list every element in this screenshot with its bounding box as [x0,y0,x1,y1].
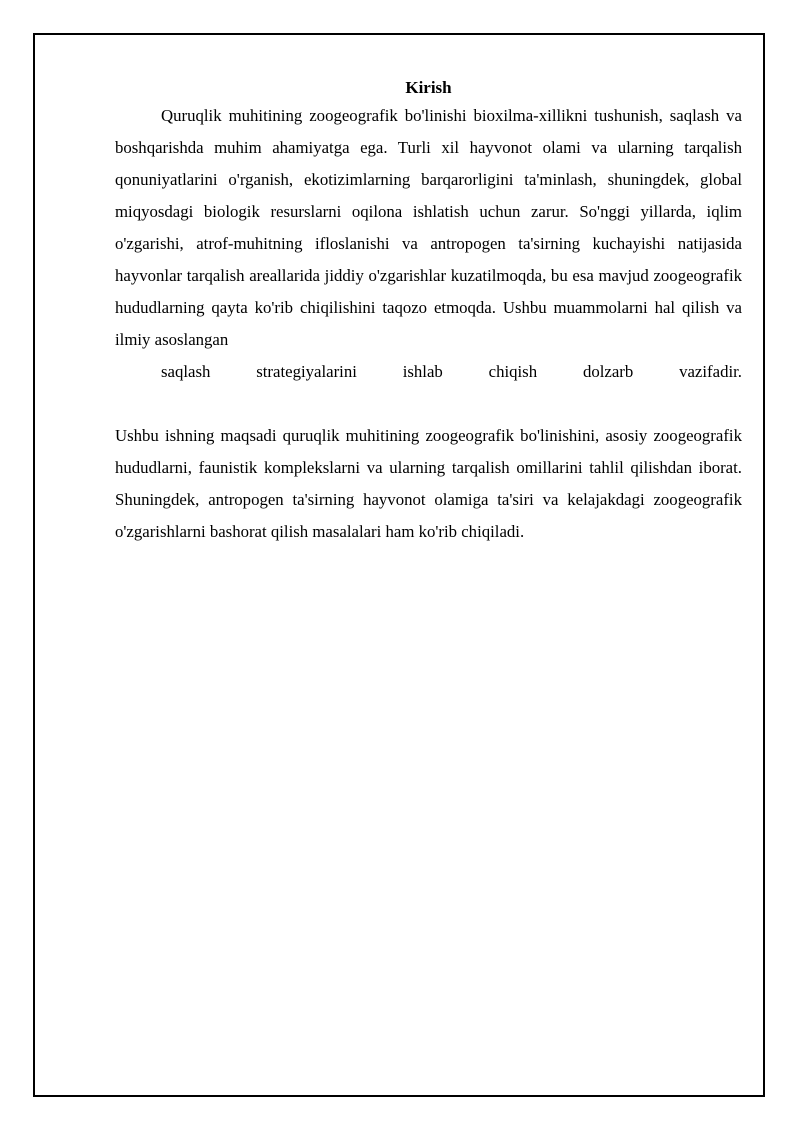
document-body [115,76,742,548]
paragraph-intro-last-line: saqlash strategiyalarini ishlab chiqish dolzarb vazifadir. [161,362,742,381]
paragraph-goal: Ushbu ishning maqsadi quruqlik muhitining zoogeografik bo'linishini, asosiy zoogeografik hududlarni, faunistik komplekslarni va ularning tarqalish omillarini tahlil qilishdan iborat. Shuningdek, antropogen ta'sirning hayvonot olamiga ta'siri va kelajakdagi zoogeografik o'zgarishlarni bashorat qilish masalalari ham ko'rib chiqiladi. [115,426,742,541]
paragraph-intro-text: Quruqlik muhitining zoogeografik bo'linishi bioxilma-xillikni tushunish, saqlash va boshqarishda muhim ahamiyatga ega. Turli xil hayvonot olami va ularning tarqalish qonuniyatlarini o'rganish, ekotizimlarning barqarorligini ta'minlash, shuningdek, global miqyosdagi biologik resurslarni oqilona ishlatish uchun zarur. So'nggi yillarda, iqlim o'zgarishi, atrof-muhitning ifloslanishi va antropogen ta'sirning kuchayishi natijasida hayvonlar tarqalish areallarida jiddiy o'zgarishlar kuzatilmoqda, bu esa mavjud zoogeografik hududlarning qayta ko'rib chiqilishini taqozo etmoqda. Ushbu muammolarni hal qilish va ilmiy asoslangan [115,106,742,349]
paragraph-intro [115,100,742,388]
page-title: Kirish [405,78,452,97]
paragraph-spacer [115,388,742,420]
